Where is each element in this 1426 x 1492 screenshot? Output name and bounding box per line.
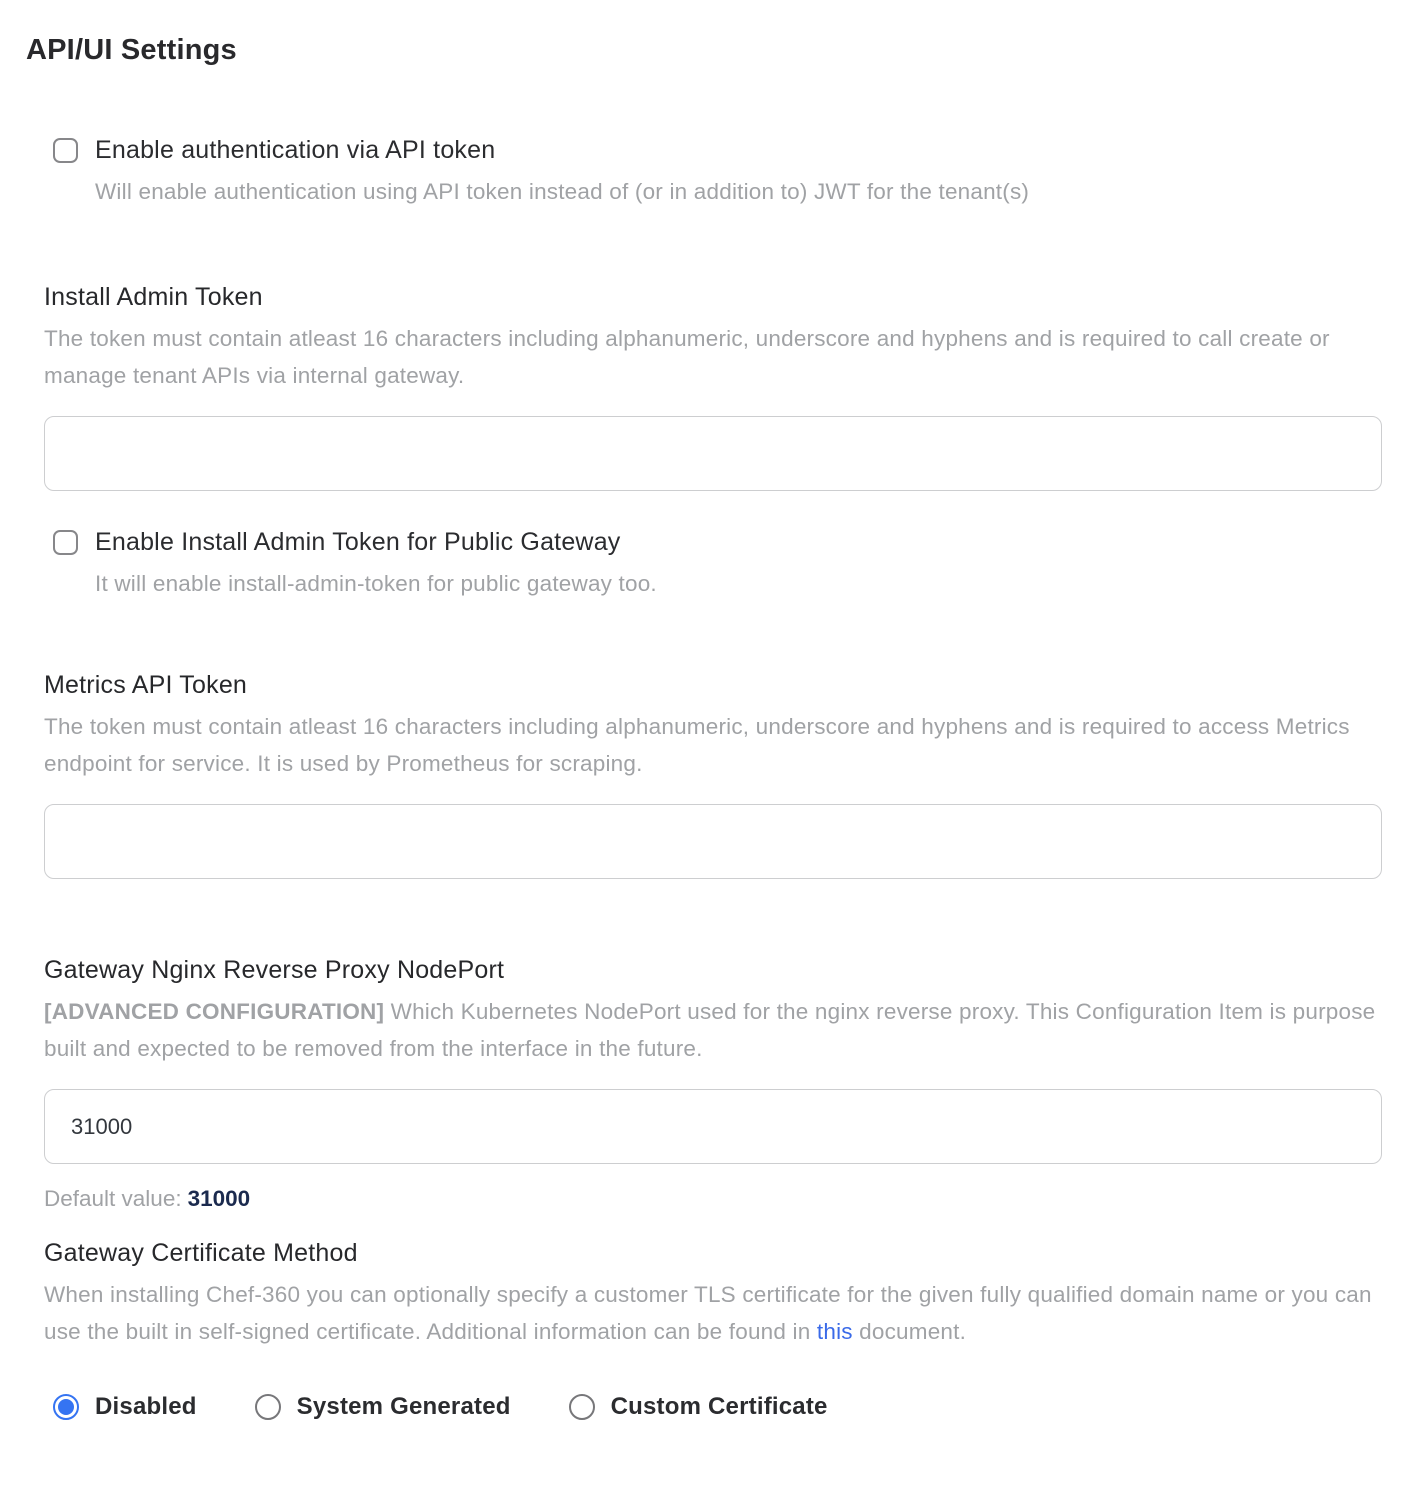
certificate-method-title: Gateway Certificate Method — [44, 1239, 358, 1267]
auth-token-checkbox-row — [53, 133, 1426, 167]
certificate-method-description-after: document. — [852, 1319, 967, 1344]
metrics-api-token-description: The token must contain atleast 16 characters including alphanumeric, underscore and hyphens and is required to access Metrics endpoint for service. It is used by Prometheus for scraping. — [44, 714, 1350, 776]
nodeport-section — [44, 953, 1382, 1214]
public-gateway-checkbox-description: It will enable install-admin-token for public gateway too. — [95, 571, 657, 596]
page-title: API/UI Settings — [26, 34, 237, 66]
install-admin-token-description: The token must contain atleast 16 characters including alphanumeric, underscore and hyphens and is required to call create or manage tenant APIs via internal gateway. — [44, 326, 1330, 388]
public-gateway-checkbox-label[interactable]: Enable Install Admin Token for Public Gateway — [95, 528, 621, 556]
radio-option-system-generated[interactable] — [255, 1390, 511, 1424]
auth-token-checkbox-group — [53, 133, 1426, 210]
radio-custom-certificate-label[interactable]: Custom Certificate — [610, 1393, 828, 1420]
public-gateway-checkbox-group — [53, 525, 1426, 602]
metrics-api-token-title: Metrics API Token — [44, 671, 248, 699]
certificate-method-description — [44, 1276, 1382, 1350]
install-admin-token-input[interactable] — [44, 416, 1382, 491]
radio-custom-certificate-icon[interactable] — [569, 1394, 595, 1420]
this-document-link[interactable]: this — [816, 1319, 853, 1344]
radio-system-generated-label[interactable]: System Generated — [296, 1393, 511, 1420]
certificate-method-section — [44, 1236, 1382, 1350]
radio-disabled-selected-icon[interactable] — [53, 1394, 79, 1420]
default-value-label: Default value: — [44, 1186, 182, 1211]
default-value: 31000 — [187, 1186, 251, 1211]
public-gateway-checkbox[interactable] — [53, 530, 78, 555]
radio-option-custom-certificate[interactable] — [569, 1390, 828, 1424]
metrics-api-token-input[interactable] — [44, 804, 1382, 879]
public-gateway-checkbox-row — [53, 525, 1426, 559]
install-admin-token-section — [44, 280, 1382, 491]
metrics-api-token-section — [44, 668, 1382, 879]
nodeport-default-line — [44, 1184, 1382, 1214]
nodeport-input[interactable] — [44, 1089, 1382, 1164]
install-admin-token-title: Install Admin Token — [44, 283, 263, 311]
radio-system-generated-icon[interactable] — [255, 1394, 281, 1420]
nodeport-description — [44, 993, 1382, 1067]
nodeport-description-text: Which Kubernetes NodePort used for the nginx reverse proxy. This Configuration Item is purpose built and expected to be removed from the interface in the future. — [44, 999, 1376, 1061]
nodeport-title: Gateway Nginx Reverse Proxy NodePort — [44, 956, 505, 984]
auth-token-checkbox-label[interactable]: Enable authentication via API token — [95, 136, 496, 164]
radio-option-disabled[interactable] — [53, 1390, 197, 1424]
auth-token-checkbox-description: Will enable authentication using API token instead of (or in addition to) JWT for the tenant(s) — [95, 179, 1030, 204]
auth-token-checkbox[interactable] — [53, 138, 78, 163]
radio-disabled-label[interactable]: Disabled — [95, 1393, 197, 1420]
certificate-method-description-before: When installing Chef-360 you can optionally specify a customer TLS certificate for the given fully qualified domain name or you can use the built in self-signed certificate. Additional information can be found in — [44, 1282, 1372, 1344]
advanced-configuration-tag: [ADVANCED CONFIGURATION] — [44, 999, 385, 1024]
certificate-method-radio-group — [53, 1390, 1426, 1424]
